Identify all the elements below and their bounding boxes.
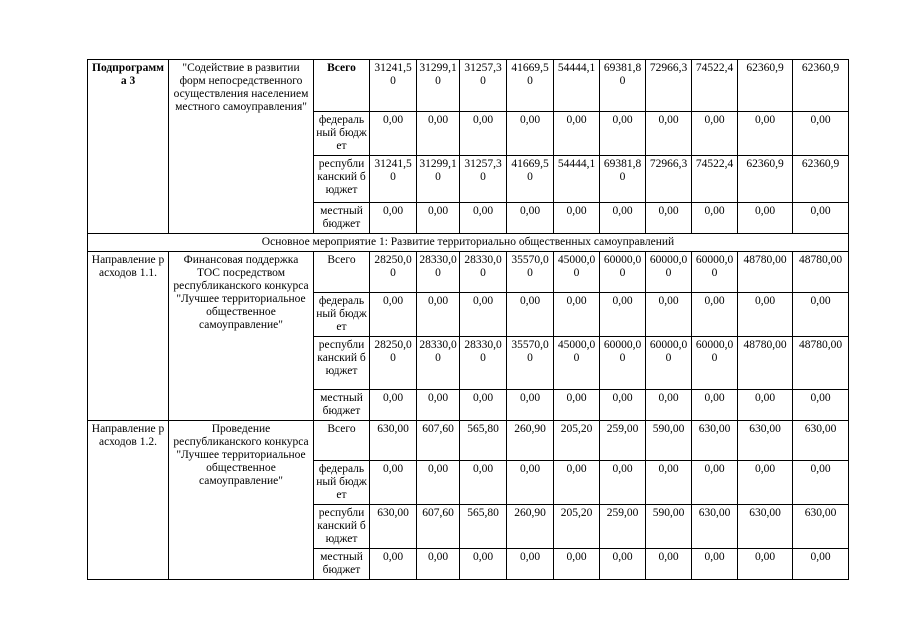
amount-cell: 45000,00 xyxy=(554,337,600,390)
amount-cell: 62360,9 xyxy=(738,156,793,203)
amount-cell: 0,00 xyxy=(460,293,507,337)
amount-cell: 48780,00 xyxy=(738,252,793,293)
amount-cell: 28330,00 xyxy=(417,252,460,293)
amount-cell: 60000,00 xyxy=(600,337,646,390)
amount-cell: 260,90 xyxy=(507,505,554,549)
amount-cell: 0,00 xyxy=(600,461,646,505)
amount-cell: 74522,4 xyxy=(692,60,738,112)
funding-source: республиканский бюджет xyxy=(314,156,370,203)
amount-cell: 630,00 xyxy=(738,421,793,461)
funding-source: федеральный бюджет xyxy=(314,112,370,156)
amount-cell: 0,00 xyxy=(692,549,738,580)
amount-cell: 565,80 xyxy=(460,421,507,461)
amount-cell: 0,00 xyxy=(460,549,507,580)
main-activity-row xyxy=(88,234,849,252)
amount-cell: 0,00 xyxy=(646,203,692,234)
amount-cell: 0,00 xyxy=(738,293,793,337)
amount-cell: 45000,00 xyxy=(554,252,600,293)
amount-cell: 0,00 xyxy=(417,549,460,580)
amount-cell: 630,00 xyxy=(370,421,417,461)
section-label: Направление расходов 1.1. xyxy=(88,252,169,421)
amount-cell: 0,00 xyxy=(554,112,600,156)
amount-cell: 0,00 xyxy=(692,461,738,505)
amount-cell: 54444,1 xyxy=(554,60,600,112)
amount-cell: 0,00 xyxy=(460,203,507,234)
amount-cell: 62360,9 xyxy=(793,60,849,112)
amount-cell: 590,00 xyxy=(646,505,692,549)
amount-cell: 0,00 xyxy=(793,112,849,156)
amount-cell: 0,00 xyxy=(370,549,417,580)
amount-cell: 630,00 xyxy=(370,505,417,549)
amount-cell: 260,90 xyxy=(507,421,554,461)
amount-cell: 0,00 xyxy=(793,390,849,421)
amount-cell: 0,00 xyxy=(507,390,554,421)
funding-source: местный бюджет xyxy=(314,203,370,234)
amount-cell: 630,00 xyxy=(692,505,738,549)
amount-cell: 0,00 xyxy=(600,112,646,156)
amount-cell: 590,00 xyxy=(646,421,692,461)
amount-cell: 565,80 xyxy=(460,505,507,549)
amount-cell: 0,00 xyxy=(370,203,417,234)
amount-cell: 69381,80 xyxy=(600,156,646,203)
amount-cell: 0,00 xyxy=(507,112,554,156)
amount-cell: 0,00 xyxy=(646,293,692,337)
amount-cell: 0,00 xyxy=(692,112,738,156)
amount-cell: 0,00 xyxy=(370,112,417,156)
amount-cell: 0,00 xyxy=(417,390,460,421)
amount-cell: 0,00 xyxy=(738,390,793,421)
amount-cell: 72966,3 xyxy=(646,60,692,112)
amount-cell: 0,00 xyxy=(600,390,646,421)
amount-cell: 28330,00 xyxy=(460,252,507,293)
main-activity-title: Основное мероприятие 1: Развитие территориально общественных самоуправлений xyxy=(88,234,849,252)
amount-cell: 0,00 xyxy=(600,549,646,580)
amount-cell: 31299,10 xyxy=(417,156,460,203)
amount-cell: 31241,50 xyxy=(370,60,417,112)
amount-cell: 0,00 xyxy=(507,293,554,337)
funding-source: местный бюджет xyxy=(314,549,370,580)
budget-row xyxy=(88,421,849,461)
amount-cell: 41669,50 xyxy=(507,156,554,203)
funding-source: республиканский бюджет xyxy=(314,337,370,390)
amount-cell: 69381,80 xyxy=(600,60,646,112)
amount-cell: 28330,00 xyxy=(460,337,507,390)
amount-cell: 0,00 xyxy=(507,549,554,580)
amount-cell: 60000,00 xyxy=(692,337,738,390)
amount-cell: 0,00 xyxy=(370,461,417,505)
section-label: Подпрограмма 3 xyxy=(88,60,169,234)
budget-row xyxy=(88,252,849,293)
amount-cell: 74522,4 xyxy=(692,156,738,203)
amount-cell: 0,00 xyxy=(460,390,507,421)
budget-table xyxy=(87,59,849,580)
funding-source: Всего xyxy=(314,421,370,461)
measure-title: Проведение республиканского конкурса "Лучшее территориальное общественное самоуправление" xyxy=(169,421,314,580)
amount-cell: 0,00 xyxy=(738,112,793,156)
funding-source: федеральный бюджет xyxy=(314,293,370,337)
amount-cell: 60000,00 xyxy=(646,337,692,390)
amount-cell: 0,00 xyxy=(554,203,600,234)
amount-cell: 0,00 xyxy=(646,112,692,156)
amount-cell: 0,00 xyxy=(738,549,793,580)
section-label: Направление расходов 1.2. xyxy=(88,421,169,580)
amount-cell: 0,00 xyxy=(793,203,849,234)
amount-cell: 48780,00 xyxy=(793,337,849,390)
amount-cell: 0,00 xyxy=(507,203,554,234)
amount-cell: 28250,00 xyxy=(370,252,417,293)
amount-cell: 0,00 xyxy=(600,203,646,234)
amount-cell: 0,00 xyxy=(600,293,646,337)
amount-cell: 0,00 xyxy=(417,461,460,505)
amount-cell: 0,00 xyxy=(738,461,793,505)
amount-cell: 0,00 xyxy=(417,293,460,337)
amount-cell: 630,00 xyxy=(793,421,849,461)
amount-cell: 0,00 xyxy=(692,293,738,337)
amount-cell: 0,00 xyxy=(646,461,692,505)
amount-cell: 607,60 xyxy=(417,421,460,461)
document-page xyxy=(87,59,848,580)
amount-cell: 31241,50 xyxy=(370,156,417,203)
funding-source: Всего xyxy=(314,60,370,112)
amount-cell: 60000,00 xyxy=(646,252,692,293)
amount-cell: 54444,1 xyxy=(554,156,600,203)
amount-cell: 0,00 xyxy=(554,549,600,580)
funding-source: республиканский бюджет xyxy=(314,505,370,549)
amount-cell: 0,00 xyxy=(793,293,849,337)
amount-cell: 31257,30 xyxy=(460,60,507,112)
amount-cell: 41669,50 xyxy=(507,60,554,112)
amount-cell: 607,60 xyxy=(417,505,460,549)
amount-cell: 62360,9 xyxy=(793,156,849,203)
amount-cell: 0,00 xyxy=(692,203,738,234)
amount-cell: 0,00 xyxy=(554,293,600,337)
amount-cell: 0,00 xyxy=(460,461,507,505)
amount-cell: 0,00 xyxy=(417,112,460,156)
funding-source: местный бюджет xyxy=(314,390,370,421)
amount-cell: 0,00 xyxy=(370,293,417,337)
amount-cell: 0,00 xyxy=(793,461,849,505)
measure-title: "Содействие в развитии форм непосредственного осуществления населением местного самоуправления" xyxy=(169,60,314,234)
amount-cell: 259,00 xyxy=(600,505,646,549)
amount-cell: 28330,00 xyxy=(417,337,460,390)
amount-cell: 35570,00 xyxy=(507,337,554,390)
amount-cell: 35570,00 xyxy=(507,252,554,293)
amount-cell: 0,00 xyxy=(646,390,692,421)
funding-source: федеральный бюджет xyxy=(314,461,370,505)
amount-cell: 62360,9 xyxy=(738,60,793,112)
amount-cell: 0,00 xyxy=(370,390,417,421)
amount-cell: 630,00 xyxy=(738,505,793,549)
amount-cell: 31257,30 xyxy=(460,156,507,203)
budget-row xyxy=(88,60,849,112)
amount-cell: 48780,00 xyxy=(738,337,793,390)
amount-cell: 48780,00 xyxy=(793,252,849,293)
budget-table-body xyxy=(88,60,849,580)
amount-cell: 60000,00 xyxy=(692,252,738,293)
amount-cell: 72966,3 xyxy=(646,156,692,203)
amount-cell: 630,00 xyxy=(692,421,738,461)
measure-title: Финансовая поддержка ТОС посредством республиканского конкурса "Лучшее территориальное общественное самоуправление" xyxy=(169,252,314,421)
amount-cell: 0,00 xyxy=(554,461,600,505)
amount-cell: 630,00 xyxy=(793,505,849,549)
funding-source: Всего xyxy=(314,252,370,293)
amount-cell: 205,20 xyxy=(554,505,600,549)
amount-cell: 31299,10 xyxy=(417,60,460,112)
amount-cell: 259,00 xyxy=(600,421,646,461)
amount-cell: 0,00 xyxy=(417,203,460,234)
amount-cell: 0,00 xyxy=(738,203,793,234)
amount-cell: 28250,00 xyxy=(370,337,417,390)
amount-cell: 0,00 xyxy=(646,549,692,580)
amount-cell: 0,00 xyxy=(554,390,600,421)
amount-cell: 0,00 xyxy=(793,549,849,580)
amount-cell: 205,20 xyxy=(554,421,600,461)
amount-cell: 0,00 xyxy=(507,461,554,505)
amount-cell: 0,00 xyxy=(460,112,507,156)
amount-cell: 0,00 xyxy=(692,390,738,421)
amount-cell: 60000,00 xyxy=(600,252,646,293)
